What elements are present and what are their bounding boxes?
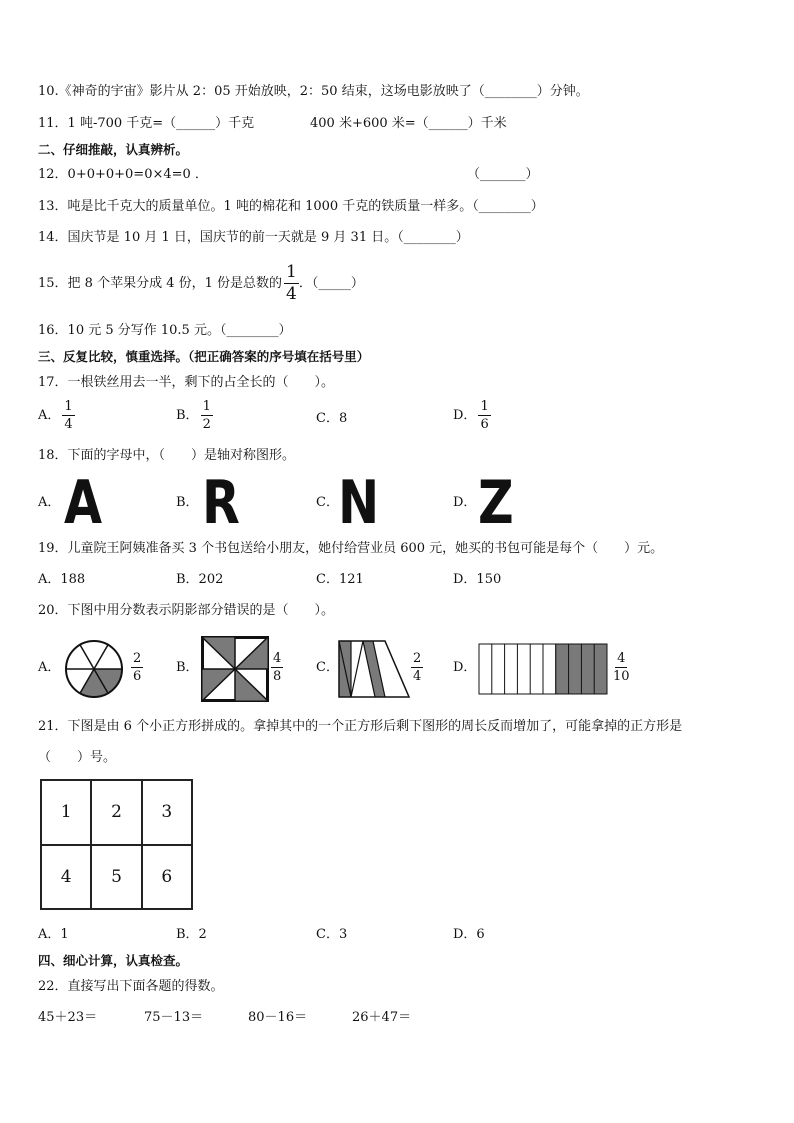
question-14: 14．国庆节是 10 月 1 日，国庆节的前一天就是 9 月 31 日。（________）: [38, 230, 469, 245]
parallelogram-shaded-part: [363, 641, 385, 697]
fraction-4-8: $\frac{4}{8}$: [273, 651, 282, 684]
calc-item: 80－16＝: [248, 1010, 308, 1025]
q18-option-b-label[interactable]: B．: [176, 495, 199, 510]
q17-option-b[interactable]: B． $\frac{1}{2}$: [176, 399, 211, 432]
question-15: [38, 264, 364, 304]
q19-option-a[interactable]: A．188: [38, 572, 86, 587]
calc-item: 75－13＝: [144, 1010, 204, 1025]
q20-option-a-label[interactable]: A．: [38, 660, 61, 675]
fraction: $\frac{1}{4}$: [64, 399, 73, 432]
grid-cell: 5: [91, 845, 141, 910]
question-21-line-1: 21．下图是由 6 个小正方形拼成的。拿掉其中的一个正方形后剩下图形的周长反而增加了，可能拿掉的正方形是: [38, 719, 683, 734]
six-square-grid: [40, 779, 193, 910]
q21-option-d[interactable]: D．6: [453, 927, 485, 942]
question-15-answer-blank: ．（_____）: [298, 276, 364, 291]
grid-cell: 6: [142, 845, 192, 910]
question-13: 13．吨是比千克大的质量单位。1 吨的棉花和 1000 千克的铁质量一样多。（________）: [38, 199, 544, 214]
letter-r-glyph: R: [202, 468, 240, 538]
shaded-square-figure: [201, 636, 269, 702]
fraction: $\frac{1}{6}$: [480, 399, 489, 432]
question-17: 17．一根铁丝用去一半，剩下的占全长的（ ）。: [38, 375, 335, 390]
q17-option-d[interactable]: D． $\frac{1}{6}$: [453, 399, 489, 432]
fraction-one-quarter: $\frac{1}{4}$: [286, 262, 297, 304]
shaded-strip-figure: [478, 643, 608, 695]
shaded-parallelogram-figure: [338, 640, 410, 698]
question-10: 10.《神奇的宇宙》影片从 2：05 开始放映，2：50 结束，这场电影放映了（________）分钟。: [38, 84, 589, 99]
q18-option-a-label[interactable]: A．: [38, 495, 61, 510]
q19-option-d[interactable]: D．150: [453, 572, 502, 587]
question-12-answer-blank: （_______）: [467, 167, 539, 182]
fraction-2-4: $\frac{2}{4}$: [413, 651, 422, 684]
question-22: 22．直接写出下面各题的得数。: [38, 979, 224, 994]
q20-option-d-label[interactable]: D．: [453, 660, 477, 675]
q21-option-c[interactable]: C．3: [316, 927, 348, 942]
question-11-part-a: 11．1 吨-700 千克=（______）千克: [38, 116, 255, 131]
question-20: 20．下图中用分数表示阴影部分错误的是（ ）。: [38, 603, 335, 618]
fraction-2-6: $\frac{2}{6}$: [133, 651, 142, 684]
grid-cell: 1: [41, 780, 91, 845]
calc-item: 45＋23＝: [38, 1010, 98, 1025]
q21-option-a[interactable]: A．1: [38, 927, 69, 942]
grid-cell: 4: [41, 845, 91, 910]
section-4-heading: 四、细心计算，认真检查。: [38, 953, 189, 968]
q20-option-b-label[interactable]: B．: [176, 660, 199, 675]
section-3-heading: 三、反复比较，慎重选择。（把正确答案的序号填在括号里）: [38, 349, 370, 364]
q20-option-c-label[interactable]: C．: [316, 660, 339, 675]
question-21-line-2: （ ）号。: [38, 750, 117, 765]
question-12: 12．0+0+0+0=0×4=0 ．: [38, 167, 208, 182]
q17-option-c[interactable]: C．8: [316, 411, 348, 426]
question-18: 18．下面的字母中，（ ）是轴对称图形。: [38, 448, 296, 463]
letter-n-glyph: N: [338, 468, 380, 538]
question-19: 19．儿童院王阿姨准备买 3 个书包送给小朋友，她付给营业员 600 元，她买的书包可能是每个（ ）元。: [38, 541, 664, 556]
question-15-text: 15．把 8 个苹果分成 4 份，1 份是总数的: [38, 276, 283, 291]
calc-item: 26＋47＝: [352, 1010, 412, 1025]
q21-option-b[interactable]: B．2: [176, 927, 207, 942]
letter-a-glyph: A: [64, 468, 103, 538]
shaded-circle-figure: [63, 638, 125, 700]
q19-option-b[interactable]: B．202: [176, 572, 224, 587]
section-2-heading: 二、仔细推敲，认真辨析。: [38, 142, 189, 157]
q17-option-a[interactable]: A． $\frac{1}{4}$: [38, 399, 73, 432]
q18-option-d-label[interactable]: D．: [453, 495, 477, 510]
q18-option-c-label[interactable]: C．: [316, 495, 339, 510]
question-11-part-b: 400 米+600 米=（______）千米: [310, 116, 507, 131]
grid-cell: 2: [91, 780, 141, 845]
grid-cell: 3: [142, 780, 192, 845]
fraction: $\frac{1}{2}$: [202, 399, 211, 432]
letter-z-glyph: Z: [478, 468, 514, 538]
question-16: 16．10 元 5 分写作 10.5 元。（________）: [38, 323, 292, 338]
fraction-4-10: $\frac{4}{10}$: [613, 651, 630, 684]
q19-option-c[interactable]: C．121: [316, 572, 364, 587]
